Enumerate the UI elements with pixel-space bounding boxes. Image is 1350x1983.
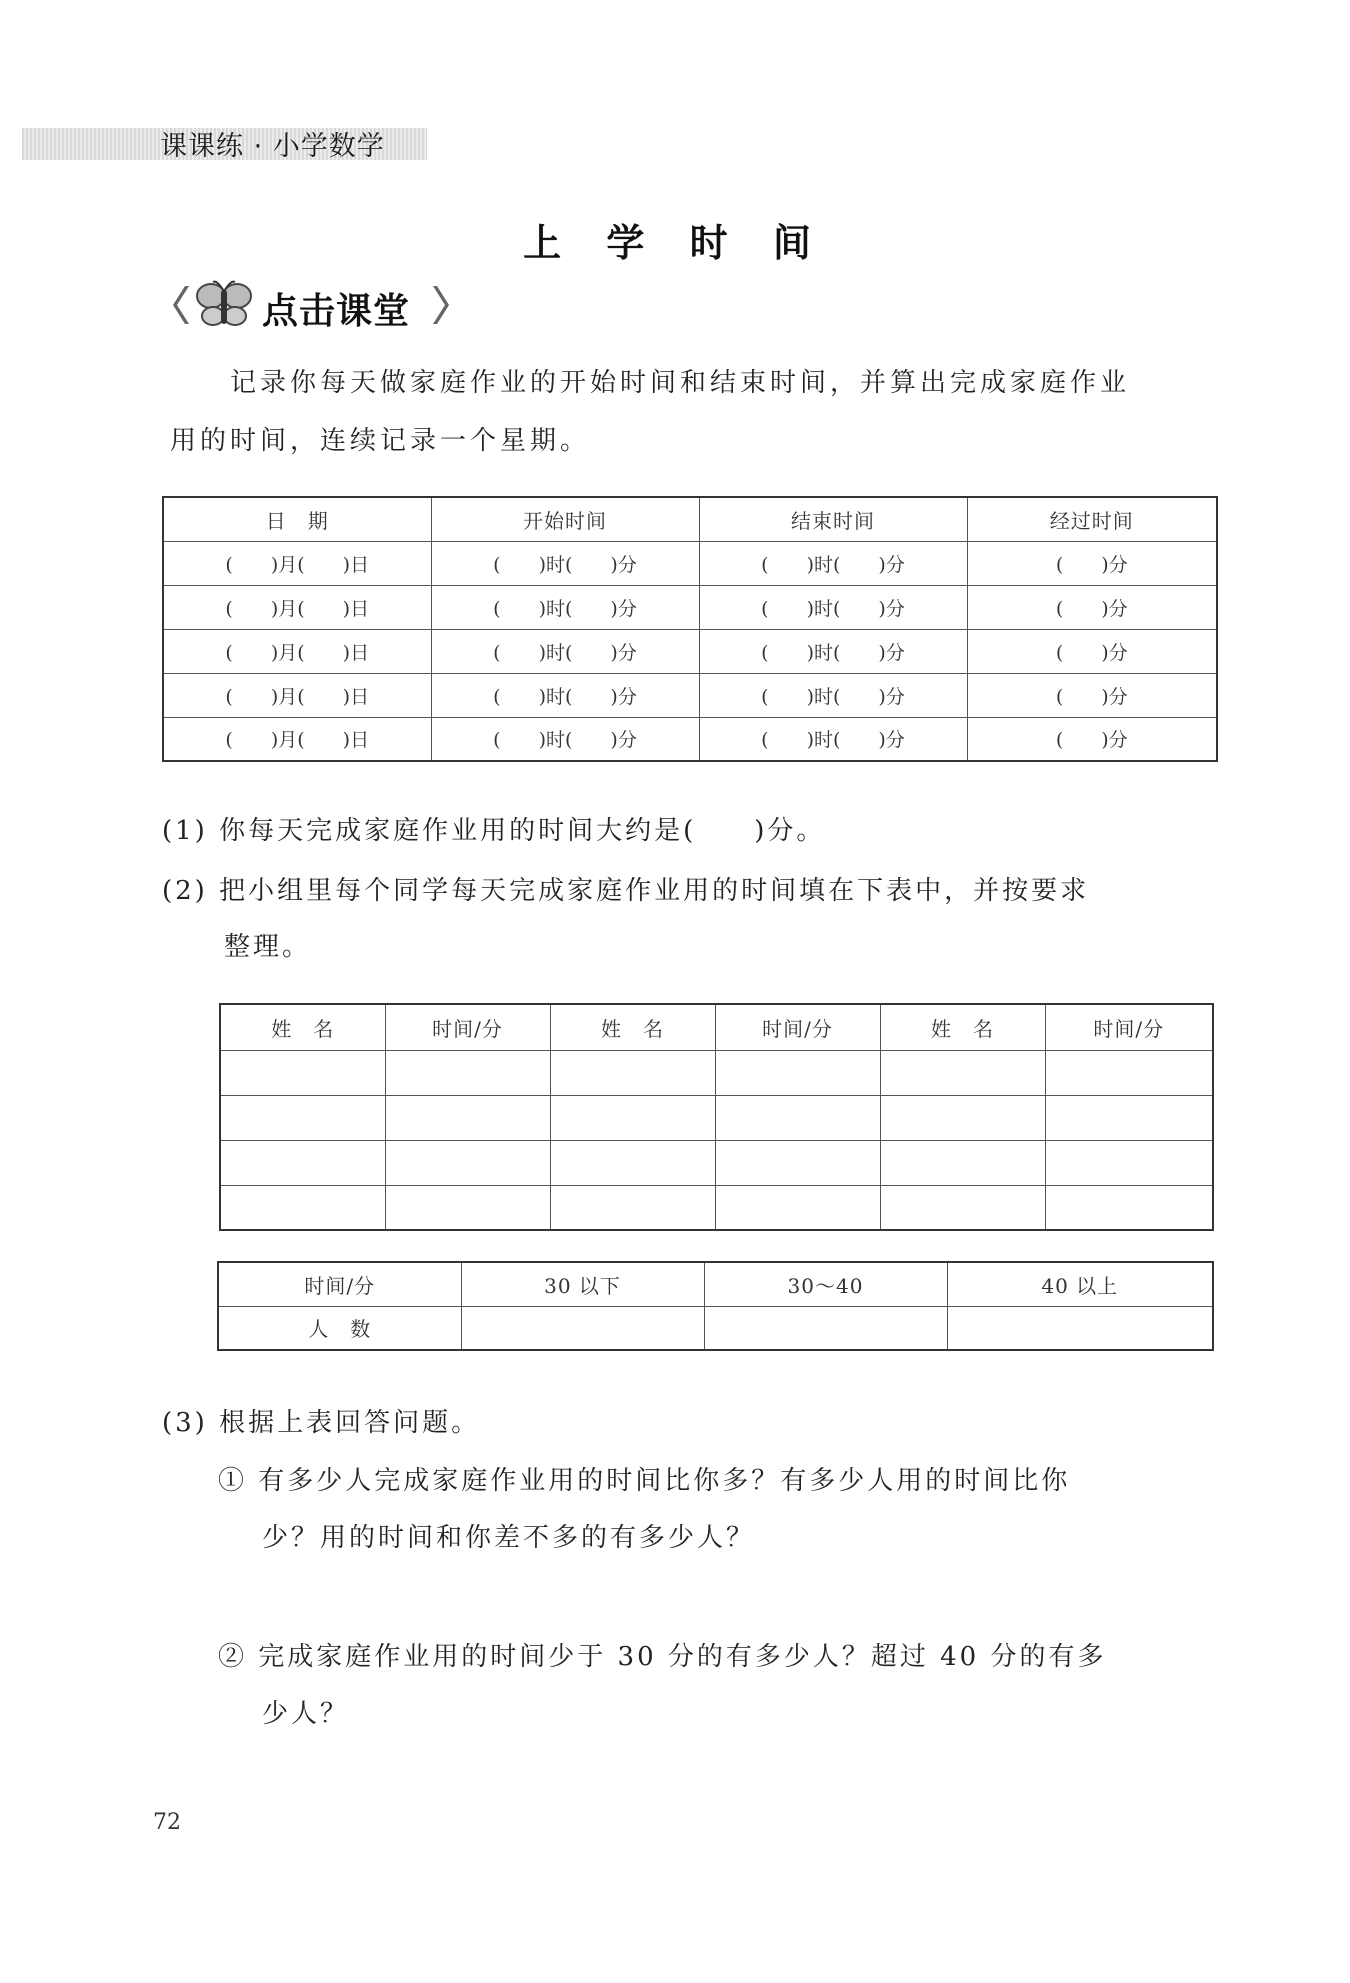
name-cell[interactable] [550, 1095, 715, 1140]
header-name-3: 姓 名 [880, 1004, 1045, 1050]
header-time-3: 时间/分 [1045, 1004, 1213, 1050]
elapsed-time-cell[interactable]: ( )分 [967, 629, 1217, 673]
table-row [220, 1140, 1213, 1185]
time-cell[interactable] [1045, 1050, 1213, 1095]
start-time-cell[interactable]: ( )时( )分 [431, 585, 699, 629]
table-row [163, 717, 1217, 761]
question-3: (3) 根据上表回答问题。 [162, 1408, 481, 1438]
summary-row-label-count: 人 数 [218, 1306, 461, 1350]
start-time-cell[interactable]: ( )时( )分 [431, 673, 699, 717]
name-cell[interactable] [880, 1140, 1045, 1185]
end-time-cell[interactable]: ( )时( )分 [699, 541, 967, 585]
time-cell[interactable] [715, 1095, 880, 1140]
name-cell[interactable] [880, 1185, 1045, 1230]
table-row [220, 1185, 1213, 1230]
name-cell[interactable] [220, 1185, 385, 1230]
page-title: 上 学 时 间 [523, 221, 827, 265]
table-row [220, 1095, 1213, 1140]
header-name-2: 姓 名 [550, 1004, 715, 1050]
header-name-1: 姓 名 [220, 1004, 385, 1050]
time-cell[interactable] [715, 1185, 880, 1230]
question-1: (1) 你每天完成家庭作业用的时间大约是( )分。 [162, 816, 826, 846]
table-row [163, 673, 1217, 717]
time-cell[interactable] [385, 1140, 550, 1185]
intro-line-2: 用的时间，连续记录一个星期。 [170, 426, 591, 456]
header-end-time: 结束时间 [699, 497, 967, 541]
page-number: 72 [153, 1810, 181, 1835]
intro-line-1: 记录你每天做家庭作业的开始时间和结束时间，并算出完成家庭作业 [230, 368, 1131, 398]
time-cell[interactable] [1045, 1185, 1213, 1230]
group-table-header-row [220, 1004, 1213, 1050]
start-time-cell[interactable]: ( )时( )分 [431, 717, 699, 761]
elapsed-time-cell[interactable]: ( )分 [967, 541, 1217, 585]
elapsed-time-cell[interactable]: ( )分 [967, 585, 1217, 629]
date-cell[interactable]: ( )月( )日 [163, 629, 431, 673]
date-cell[interactable]: ( )月( )日 [163, 673, 431, 717]
question-3-1-line-2: 少？用的时间和你差不多的有多少人？ [262, 1523, 756, 1553]
record-table [162, 496, 1218, 762]
summary-table-header-row [218, 1262, 1213, 1306]
header-time-1: 时间/分 [385, 1004, 550, 1050]
time-cell[interactable] [1045, 1140, 1213, 1185]
name-cell[interactable] [220, 1095, 385, 1140]
count-cell[interactable] [461, 1306, 704, 1350]
elapsed-time-cell[interactable]: ( )分 [967, 673, 1217, 717]
record-table-header-row [163, 497, 1217, 541]
name-cell[interactable] [880, 1095, 1045, 1140]
table-row [163, 629, 1217, 673]
summary-table [217, 1261, 1214, 1351]
date-cell[interactable]: ( )月( )日 [163, 717, 431, 761]
question-3-1-line-1: ① 有多少人完成家庭作业用的时间比你多？有多少人用的时间比你 [218, 1466, 1071, 1496]
butterfly-icon [197, 282, 251, 325]
header-start-time: 开始时间 [431, 497, 699, 541]
question-2-line-1: (2) 把小组里每个同学每天完成家庭作业用的时间填在下表中，并按要求 [162, 876, 1090, 906]
question-3-2-line-1: ② 完成家庭作业用的时间少于 30 分的有多少人？超过 40 分的有多 [218, 1642, 1107, 1672]
table-row [163, 541, 1217, 585]
section-label: 点击课堂 [262, 291, 411, 332]
elapsed-time-cell[interactable]: ( )分 [967, 717, 1217, 761]
summary-header-time: 时间/分 [218, 1262, 461, 1306]
header-date: 日 期 [163, 497, 431, 541]
end-time-cell[interactable]: ( )时( )分 [699, 717, 967, 761]
end-time-cell[interactable]: ( )时( )分 [699, 585, 967, 629]
group-table [219, 1003, 1214, 1231]
header-time-2: 时间/分 [715, 1004, 880, 1050]
question-3-2-line-2: 少人？ [262, 1699, 350, 1729]
table-row [220, 1050, 1213, 1095]
name-cell[interactable] [550, 1140, 715, 1185]
time-cell[interactable] [385, 1050, 550, 1095]
summary-count-row [218, 1306, 1213, 1350]
date-cell[interactable]: ( )月( )日 [163, 585, 431, 629]
date-cell[interactable]: ( )月( )日 [163, 541, 431, 585]
summary-header-under-30: 30 以下 [461, 1262, 704, 1306]
question-2-line-2: 整理。 [224, 932, 312, 962]
end-time-cell[interactable]: ( )时( )分 [699, 673, 967, 717]
start-time-cell[interactable]: ( )时( )分 [431, 541, 699, 585]
count-cell[interactable] [947, 1306, 1213, 1350]
book-header: 课课练 · 小学数学 [160, 131, 385, 162]
name-cell[interactable] [880, 1050, 1045, 1095]
name-cell[interactable] [220, 1140, 385, 1185]
table-row [163, 585, 1217, 629]
time-cell[interactable] [385, 1095, 550, 1140]
name-cell[interactable] [220, 1050, 385, 1095]
start-time-cell[interactable]: ( )时( )分 [431, 629, 699, 673]
time-cell[interactable] [1045, 1095, 1213, 1140]
header-elapsed-time: 经过时间 [967, 497, 1217, 541]
time-cell[interactable] [715, 1140, 880, 1185]
name-cell[interactable] [550, 1050, 715, 1095]
summary-header-over-40: 40 以上 [947, 1262, 1213, 1306]
summary-header-30-40: 30～40 [704, 1262, 947, 1306]
end-time-cell[interactable]: ( )时( )分 [699, 629, 967, 673]
time-cell[interactable] [385, 1185, 550, 1230]
name-cell[interactable] [550, 1185, 715, 1230]
count-cell[interactable] [704, 1306, 947, 1350]
time-cell[interactable] [715, 1050, 880, 1095]
